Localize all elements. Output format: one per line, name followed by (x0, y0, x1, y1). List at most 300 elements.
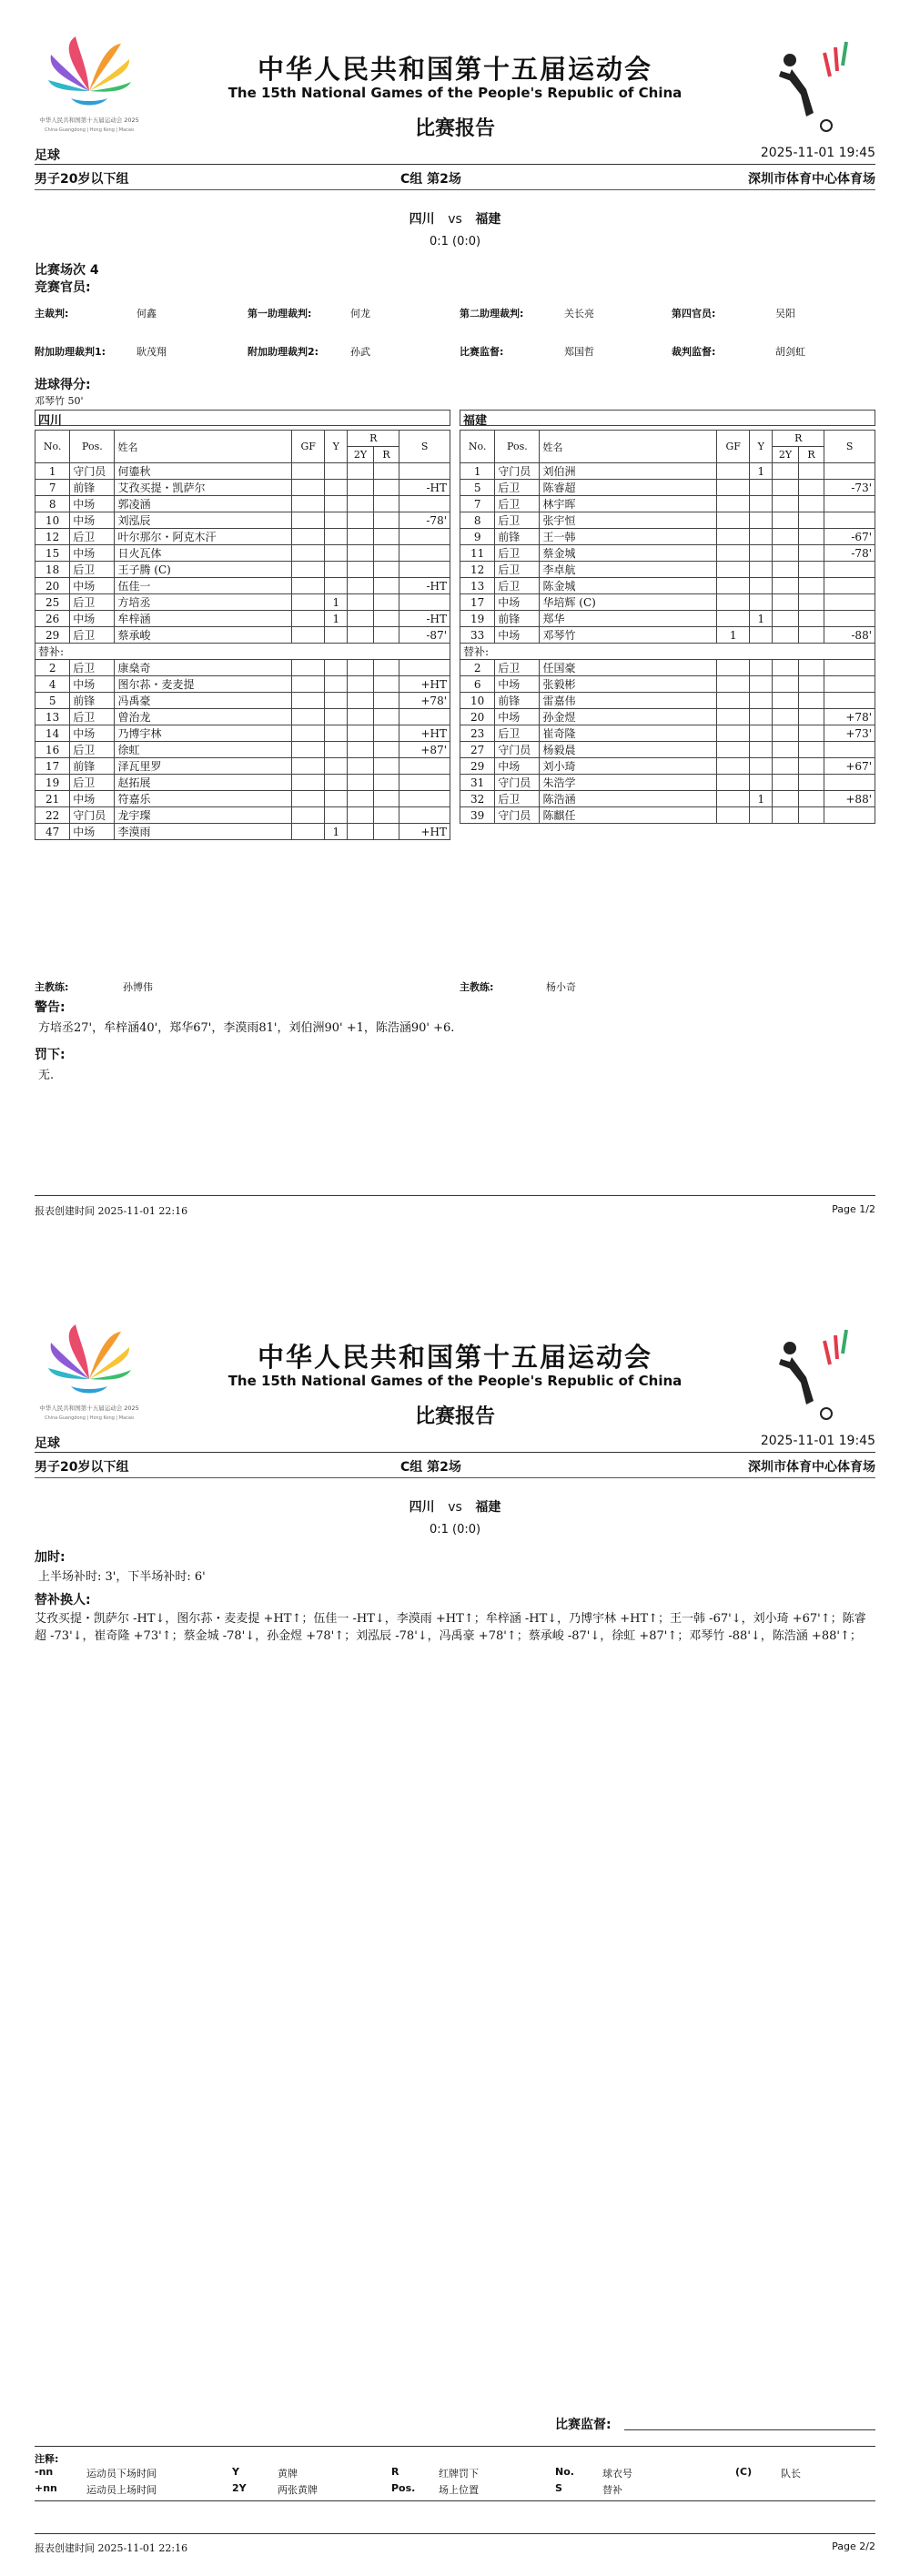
legend-key: 2Y (232, 2482, 247, 2494)
games-title-cn: 中华人民共和国第十五届运动会 (257, 1342, 652, 1373)
player-r2y (773, 693, 798, 709)
player-row (35, 611, 450, 627)
player-no: 6 (460, 676, 495, 693)
legend-desc: 运动员上场时间 (86, 2484, 157, 2496)
player-name: 李漠雨 (115, 824, 292, 840)
player-row (460, 545, 875, 562)
venue-label: 深圳市体育中心体育场 (748, 172, 875, 187)
player-r (373, 562, 399, 578)
player-r2y (773, 627, 798, 644)
legend-desc: 球衣号 (602, 2468, 632, 2480)
player-no: 32 (460, 791, 495, 807)
player-s (399, 758, 450, 775)
player-name: 刘伯洲 (540, 463, 717, 480)
player-s: +78' (399, 693, 450, 709)
official-name: 孙武 (350, 346, 370, 358)
player-row (35, 529, 450, 545)
player-s (824, 578, 875, 594)
home-team-header: 四川 (35, 410, 450, 426)
player-r2y (348, 775, 373, 791)
player-r (373, 611, 399, 627)
player-pos: 守门员 (70, 463, 115, 480)
player-gf (717, 529, 750, 545)
player-pos: 中场 (70, 545, 115, 562)
player-pos: 守门员 (70, 807, 115, 824)
player-no: 10 (460, 693, 495, 709)
player-name: 雷嘉伟 (540, 693, 717, 709)
player-pos: 后卫 (495, 496, 540, 512)
player-r (798, 791, 824, 807)
player-s (399, 709, 450, 725)
player-row (35, 791, 450, 807)
player-r (373, 496, 399, 512)
player-r (373, 529, 399, 545)
player-name: 徐虹 (115, 742, 292, 758)
col-gf: GF (292, 431, 325, 463)
col-gf: GF (717, 431, 750, 463)
player-pos: 后卫 (70, 775, 115, 791)
home-coach-name: 孙博伟 (123, 981, 153, 993)
player-y (750, 627, 773, 644)
player-gf (292, 725, 325, 742)
player-pos: 后卫 (70, 594, 115, 611)
player-no: 33 (460, 627, 495, 644)
player-r2y (773, 512, 798, 529)
legend-desc: 运动员下场时间 (86, 2468, 157, 2480)
match-datetime: 2025-11-01 19:45 (760, 1434, 875, 1448)
player-s: +67' (824, 758, 875, 775)
player-no: 17 (35, 758, 70, 775)
player-r2y (773, 529, 798, 545)
player-y (750, 496, 773, 512)
player-y (325, 496, 348, 512)
player-row (35, 627, 450, 644)
player-r2y (773, 463, 798, 480)
player-s (824, 463, 875, 480)
player-pos: 后卫 (495, 562, 540, 578)
venue-label: 深圳市体育中心体育场 (748, 1460, 875, 1475)
player-name: 朱浩学 (540, 775, 717, 791)
player-gf (292, 807, 325, 824)
player-no: 29 (460, 758, 495, 775)
player-no: 23 (460, 725, 495, 742)
player-gf: 1 (717, 627, 750, 644)
player-s: +87' (399, 742, 450, 758)
player-name: 陈金城 (540, 578, 717, 594)
player-pos: 守门员 (495, 742, 540, 758)
player-s: -HT (399, 578, 450, 594)
player-y: 1 (750, 611, 773, 627)
player-no: 2 (35, 660, 70, 676)
player-name: 王子腾 (C) (115, 562, 292, 578)
legend-desc: 场上位置 (439, 2484, 479, 2496)
legend-desc: 队长 (781, 2468, 801, 2480)
player-pos: 后卫 (70, 627, 115, 644)
official-name: 何鑫 (136, 308, 157, 319)
official-label: 附加助理裁判1: (35, 346, 106, 358)
player-name: 方培丞 (115, 594, 292, 611)
player-y (325, 545, 348, 562)
player-name: 华培辉 (C) (540, 594, 717, 611)
player-y (750, 807, 773, 824)
col-r: R (348, 431, 399, 447)
player-name: 图尔荪・麦麦提 (115, 676, 292, 693)
player-s (824, 496, 875, 512)
games-title-en: The 15th National Games of the People's Republic of China (228, 85, 682, 101)
player-gf (292, 594, 325, 611)
player-pos: 后卫 (495, 791, 540, 807)
player-r (373, 693, 399, 709)
player-no: 26 (35, 611, 70, 627)
player-no: 22 (35, 807, 70, 824)
player-name: 邓琴竹 (540, 627, 717, 644)
player-r (373, 725, 399, 742)
player-gf (717, 578, 750, 594)
player-r (798, 529, 824, 545)
player-r2y (773, 807, 798, 824)
player-no: 15 (35, 545, 70, 562)
col-name: 姓名 (115, 431, 292, 463)
player-pos: 后卫 (70, 660, 115, 676)
player-r2y (773, 480, 798, 496)
vs-label: vs (448, 1500, 462, 1515)
player-no: 14 (35, 725, 70, 742)
player-name: 蔡金城 (540, 545, 717, 562)
player-name: 林宇晖 (540, 496, 717, 512)
player-row (35, 758, 450, 775)
player-no: 11 (460, 545, 495, 562)
player-no: 20 (35, 578, 70, 594)
player-pos: 后卫 (70, 529, 115, 545)
player-y (325, 791, 348, 807)
player-r2y (348, 463, 373, 480)
legend-key: Pos. (391, 2482, 416, 2494)
col-y: Y (750, 431, 773, 463)
player-r2y (348, 758, 373, 775)
player-s (399, 496, 450, 512)
player-r (798, 807, 824, 824)
player-pos: 中场 (495, 594, 540, 611)
official-label: 附加助理裁判2: (248, 346, 319, 358)
player-s: -78' (824, 545, 875, 562)
player-name: 刘小琦 (540, 758, 717, 775)
player-r2y (348, 660, 373, 676)
player-pos: 后卫 (495, 660, 540, 676)
page-number: Page 1/2 (832, 1203, 875, 1215)
player-s: -78' (399, 512, 450, 529)
player-name: 曾治龙 (115, 709, 292, 725)
player-gf (292, 578, 325, 594)
away-team-name: 福建 (475, 1500, 501, 1515)
match-label: C组 第2场 (400, 1460, 461, 1475)
sendoffs-title: 罚下: (35, 1048, 66, 1062)
official-name: 胡剑虹 (775, 346, 805, 358)
player-r2y (348, 545, 373, 562)
player-r (373, 594, 399, 611)
player-r (798, 627, 824, 644)
player-gf (292, 463, 325, 480)
player-y (750, 562, 773, 578)
player-r2y (348, 496, 373, 512)
player-y (325, 758, 348, 775)
report-page-2 (0, 1288, 910, 2576)
player-r2y (348, 709, 373, 725)
player-no: 1 (460, 463, 495, 480)
player-name: 赵拓展 (115, 775, 292, 791)
player-r (798, 463, 824, 480)
player-r2y (773, 791, 798, 807)
player-s: -67' (824, 529, 875, 545)
away-roster-table (460, 430, 875, 824)
player-r2y (348, 594, 373, 611)
player-r (798, 480, 824, 496)
player-s (399, 807, 450, 824)
player-y (325, 512, 348, 529)
player-y: 1 (750, 463, 773, 480)
official-name: 耿茂翔 (136, 346, 167, 358)
player-row (460, 660, 875, 676)
player-r2y (348, 807, 373, 824)
player-name: 叶尔那尔・阿克木汗 (115, 529, 292, 545)
player-pos: 前锋 (70, 693, 115, 709)
player-y (750, 578, 773, 594)
player-row (460, 480, 875, 496)
player-gf (717, 660, 750, 676)
player-pos: 后卫 (70, 562, 115, 578)
player-row (460, 775, 875, 791)
player-pos: 前锋 (495, 529, 540, 545)
player-s (399, 594, 450, 611)
player-gf (717, 807, 750, 824)
player-name: 泽瓦里罗 (115, 758, 292, 775)
player-name: 李卓航 (540, 562, 717, 578)
player-y (750, 545, 773, 562)
player-row (460, 807, 875, 824)
away-coach-name: 杨小奇 (546, 981, 576, 993)
player-no: 13 (35, 709, 70, 725)
col-pos: Pos. (495, 431, 540, 463)
player-pos: 守门员 (495, 775, 540, 791)
player-r2y (348, 791, 373, 807)
away-coach-label: 主教练: (460, 981, 494, 993)
player-r (373, 627, 399, 644)
player-gf (292, 693, 325, 709)
player-r (373, 463, 399, 480)
player-r (798, 676, 824, 693)
player-no: 5 (460, 480, 495, 496)
player-no: 21 (35, 791, 70, 807)
supervisor-signature-label: 比赛监督: (555, 2418, 612, 2432)
player-pos: 中场 (495, 709, 540, 725)
player-gf (292, 742, 325, 758)
player-s (824, 742, 875, 758)
player-y (325, 775, 348, 791)
legend-title: 注释: (35, 2453, 59, 2465)
player-name: 符嘉乐 (115, 791, 292, 807)
legend-key: No. (555, 2466, 574, 2478)
report-created: 报表创建时间 2025-11-01 22:16 (35, 1205, 188, 1217)
player-gf (292, 791, 325, 807)
player-r (373, 480, 399, 496)
player-no: 2 (460, 660, 495, 676)
player-s (824, 562, 875, 578)
player-r (798, 578, 824, 594)
player-y (750, 512, 773, 529)
player-no: 13 (460, 578, 495, 594)
col-pos: Pos. (70, 431, 115, 463)
sport-label: 足球 (35, 148, 60, 163)
player-pos: 后卫 (70, 709, 115, 725)
player-gf (292, 758, 325, 775)
official-label: 比赛监督: (460, 346, 504, 358)
official-name: 郑国哲 (564, 346, 594, 358)
player-r2y (773, 758, 798, 775)
player-s (824, 512, 875, 529)
player-y (750, 693, 773, 709)
player-s (399, 791, 450, 807)
player-gf (292, 480, 325, 496)
player-no: 4 (35, 676, 70, 693)
home-coach-label: 主教练: (35, 981, 69, 993)
player-row (35, 807, 450, 824)
home-team-name: 四川 (409, 212, 435, 227)
player-row (460, 758, 875, 775)
player-s: -HT (399, 611, 450, 627)
sendoffs-text: 无. (38, 1069, 55, 1082)
player-no: 19 (35, 775, 70, 791)
player-r (798, 725, 824, 742)
away-team-name: 福建 (475, 212, 501, 227)
player-no: 18 (35, 562, 70, 578)
player-pos: 前锋 (495, 693, 540, 709)
col-no: No. (460, 431, 495, 463)
player-row (35, 480, 450, 496)
player-gf (292, 660, 325, 676)
player-row (460, 742, 875, 758)
col-no: No. (35, 431, 70, 463)
legend-key: R (391, 2466, 399, 2478)
player-r2y (773, 676, 798, 693)
player-pos: 守门员 (495, 463, 540, 480)
away-team-header: 福建 (460, 410, 875, 426)
player-y (750, 529, 773, 545)
player-y (325, 693, 348, 709)
player-s: -87' (399, 627, 450, 644)
player-row (35, 824, 450, 840)
player-s: -HT (399, 480, 450, 496)
player-r2y (773, 611, 798, 627)
player-gf (717, 775, 750, 791)
games-title-en: The 15th National Games of the People's Republic of China (228, 1373, 682, 1389)
player-s (824, 676, 875, 693)
player-no: 17 (460, 594, 495, 611)
player-name: 艾孜买提・凯萨尔 (115, 480, 292, 496)
col-2y: 2Y (348, 447, 373, 463)
official-label: 第四官员: (672, 308, 716, 319)
legend-desc: 黄牌 (278, 2468, 298, 2480)
cautions-title: 警告: (35, 1000, 66, 1015)
player-gf (717, 545, 750, 562)
player-s (824, 660, 875, 676)
legend-key: Y (232, 2466, 239, 2478)
player-r (798, 775, 824, 791)
player-r (798, 611, 824, 627)
player-name: 任国豪 (540, 660, 717, 676)
player-row (35, 725, 450, 742)
player-row (35, 578, 450, 594)
games-title-cn: 中华人民共和国第十五届运动会 (257, 54, 652, 85)
player-r (373, 807, 399, 824)
official-label: 第一助理裁判: (248, 308, 312, 319)
player-row (460, 463, 875, 480)
player-pos: 后卫 (495, 545, 540, 562)
player-row (460, 512, 875, 529)
player-gf (717, 791, 750, 807)
player-no: 31 (460, 775, 495, 791)
player-y (750, 758, 773, 775)
player-y (325, 480, 348, 496)
player-r (373, 676, 399, 693)
player-y (750, 775, 773, 791)
player-no: 8 (460, 512, 495, 529)
player-r (798, 709, 824, 725)
player-pos: 后卫 (70, 742, 115, 758)
player-row (35, 775, 450, 791)
player-no: 20 (460, 709, 495, 725)
player-r2y (348, 611, 373, 627)
player-gf (292, 775, 325, 791)
player-r (798, 660, 824, 676)
player-r2y (348, 676, 373, 693)
col-y: Y (325, 431, 348, 463)
player-gf (292, 545, 325, 562)
goals-title: 进球得分: (35, 378, 91, 392)
logo-caption-en: China·Guangdong | Hong Kong | Macao (44, 127, 135, 133)
player-name: 孙金煜 (540, 709, 717, 725)
page-number: Page 2/2 (832, 2541, 875, 2552)
matchup (0, 209, 910, 228)
player-r2y (348, 824, 373, 840)
col-rr: R (373, 447, 399, 463)
player-no: 25 (35, 594, 70, 611)
player-row (460, 676, 875, 693)
player-y (750, 480, 773, 496)
player-row (35, 512, 450, 529)
player-y (750, 725, 773, 742)
player-s: +HT (399, 824, 450, 840)
player-name: 张毅彬 (540, 676, 717, 693)
football-pictogram-icon (770, 35, 861, 135)
official-name: 关长亮 (564, 308, 594, 319)
player-s (824, 775, 875, 791)
player-gf (717, 725, 750, 742)
logo-caption-en: China·Guangdong | Hong Kong | Macao (44, 1415, 135, 1421)
player-s (399, 529, 450, 545)
player-pos: 中场 (495, 758, 540, 775)
official-label: 裁判监督: (672, 346, 716, 358)
player-pos: 后卫 (495, 578, 540, 594)
group-label: 男子20岁以下组 (35, 1460, 129, 1475)
player-name: 伍佳一 (115, 578, 292, 594)
player-y (325, 709, 348, 725)
player-pos: 中场 (70, 578, 115, 594)
player-row (35, 496, 450, 512)
player-name: 陈浩涵 (540, 791, 717, 807)
player-pos: 中场 (70, 791, 115, 807)
legend-key: (C) (735, 2466, 753, 2478)
player-no: 47 (35, 824, 70, 840)
player-y (750, 660, 773, 676)
